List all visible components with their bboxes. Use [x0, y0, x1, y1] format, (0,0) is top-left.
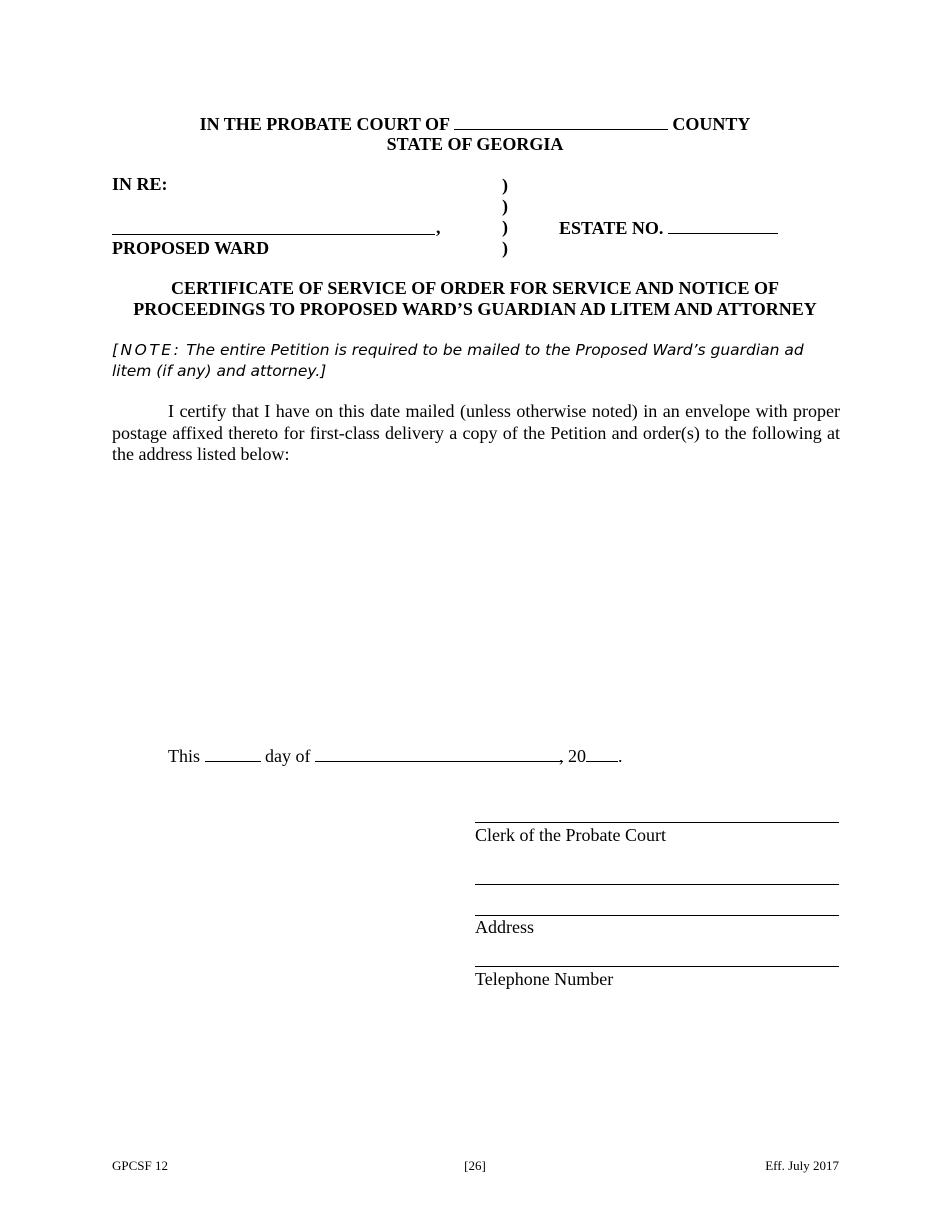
certification-paragraph: I certify that I have on this date mailed (unless otherwise noted) in an envelope with proper postage affixed thereto for first-class delivery a copy of the Petition and order(s) to the following at the address listed below:: [112, 401, 840, 464]
note-text: The entire Petition is required to be mailed to the Proposed Ward’s guardian ad litem (if any) and attorney.]: [112, 341, 804, 380]
proposed-ward-label: PROPOSED WARD: [112, 238, 270, 258]
address-label: Address: [475, 917, 534, 937]
document-title-line1: CERTIFICATE OF SERVICE OF ORDER FOR SERVICE AND NOTICE OF: [170, 278, 779, 298]
ward-name-line[interactable]: [112, 234, 435, 235]
footer-page-number: [26]: [464, 1158, 486, 1173]
court-heading: [0, 113, 950, 135]
date-period: .: [618, 746, 623, 766]
date-year-prefix: , 20: [559, 746, 586, 766]
state-heading: STATE OF GEORGIA: [386, 134, 564, 154]
instruction-note: [112, 340, 847, 382]
note-label: [NOTE:: [112, 341, 182, 359]
address-line-2[interactable]: [475, 915, 839, 916]
footer-effective-date: Eff. July 2017: [765, 1158, 839, 1173]
document-title-line2: PROCEEDINGS TO PROPOSED WARD’S GUARDIAN AD LITEM AND ATTORNEY: [133, 299, 817, 319]
address-line-1[interactable]: [475, 884, 839, 885]
in-re-label: IN RE:: [112, 174, 168, 194]
clerk-label: Clerk of the Probate Court: [475, 825, 666, 845]
ward-name-comma: ,: [436, 217, 441, 237]
caption-paren-4: ): [502, 238, 508, 258]
date-this: This: [168, 746, 201, 766]
caption-paren-2: ): [502, 196, 508, 216]
telephone-label: Telephone Number: [475, 969, 614, 989]
footer-form-id: GPCSF 12: [112, 1158, 168, 1173]
month-blank[interactable]: [315, 745, 563, 762]
estate-no-label: ESTATE NO.: [559, 218, 664, 238]
estate-no-field: [559, 217, 778, 239]
date-day-of: day of: [265, 746, 311, 766]
year-blank[interactable]: [586, 745, 618, 762]
caption-paren-3: ): [502, 217, 508, 237]
court-suffix: COUNTY: [672, 114, 751, 134]
estate-no-blank[interactable]: [668, 217, 778, 234]
county-blank[interactable]: [454, 113, 668, 130]
date-line: [168, 745, 623, 767]
caption-paren-1: ): [502, 175, 508, 195]
clerk-signature-line[interactable]: [475, 822, 839, 823]
day-blank[interactable]: [205, 745, 261, 762]
telephone-line[interactable]: [475, 966, 839, 967]
court-prefix: IN THE PROBATE COURT OF: [199, 114, 450, 134]
